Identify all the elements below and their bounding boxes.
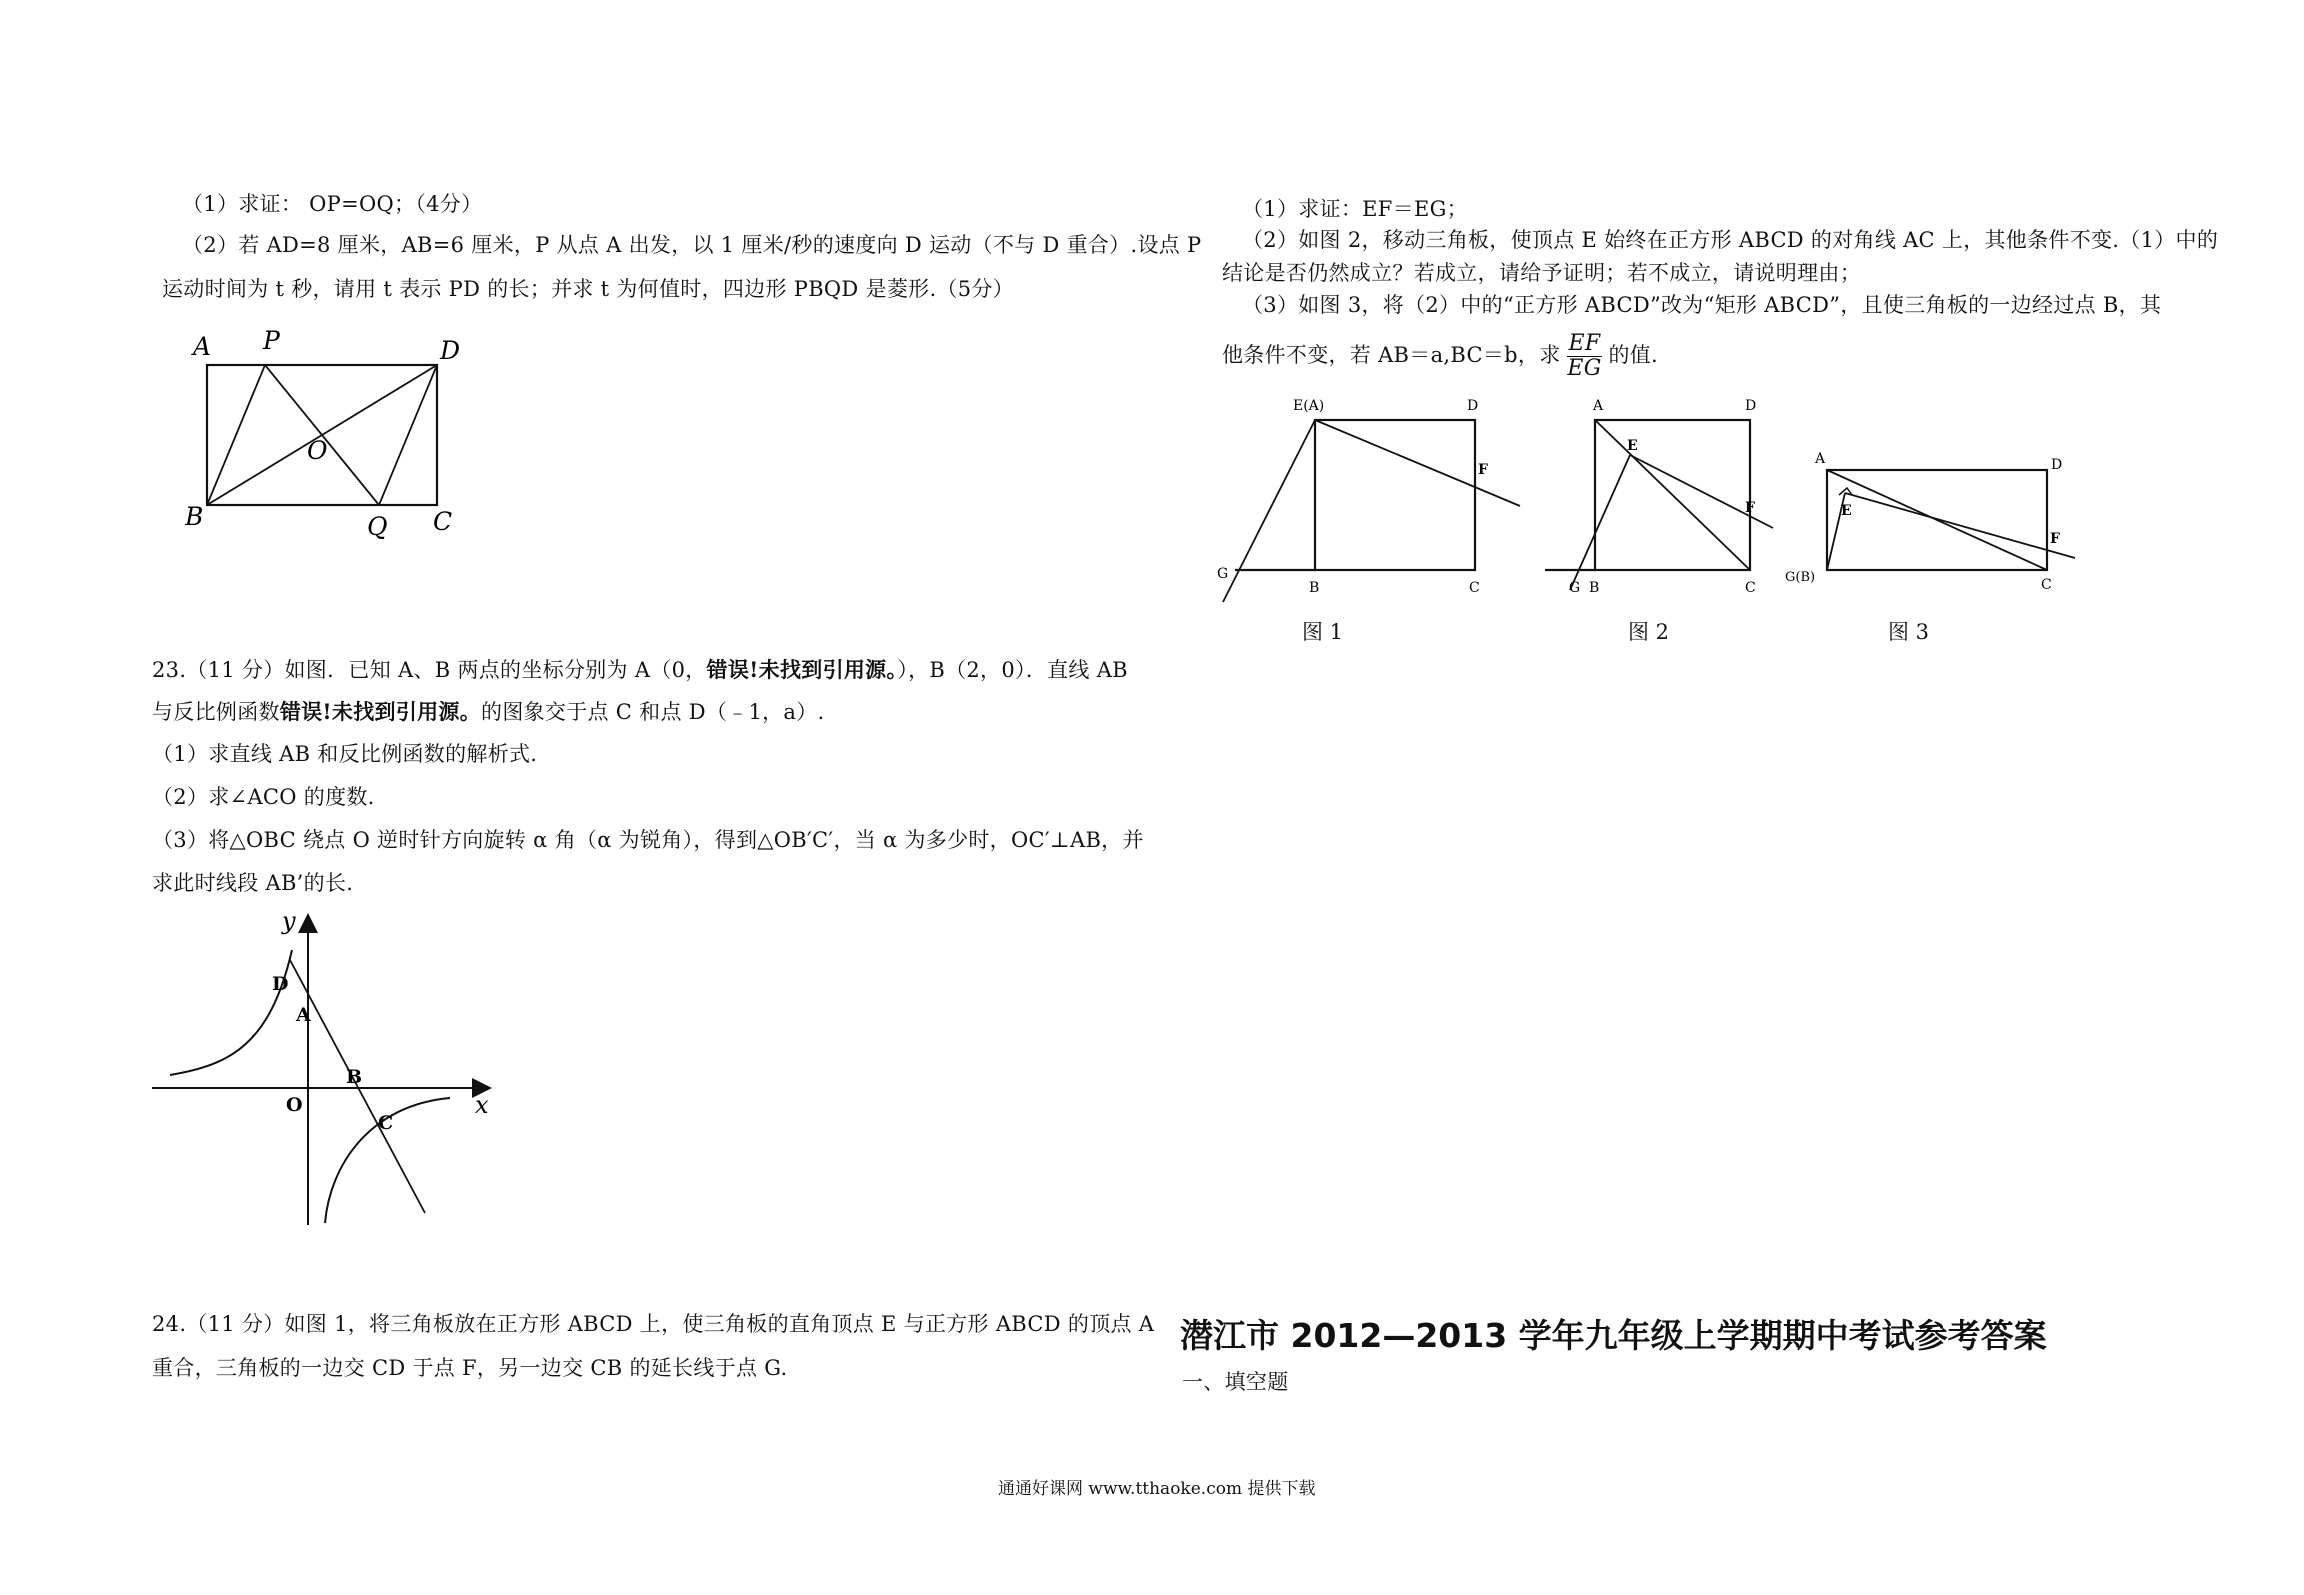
fig23-label-a: A [296,1004,311,1026]
q24-line2: 重合，三角板的一边交 CD 于点 F，另一边交 CB 的延长线于点 G. [152,1356,788,1380]
figure-q23 [150,905,500,1235]
q23-line2-error: 错误!未找到引用源。 [279,699,482,724]
fig3-label-e: E [1841,503,1852,519]
fig2-label-d: D [1745,398,1757,414]
q24-part3-line2-b: 的值. [1608,343,1659,367]
fig1-label-g: G [1217,566,1229,582]
fig22-label-p: P [263,326,280,355]
fig22-label-o: O [307,436,328,465]
fig2-label-e: E [1627,438,1638,454]
q23-line2 [152,698,825,726]
fraction-ef-eg [1567,332,1603,381]
q23-line1-b: ），B（2，0）．直线 AB [897,658,1128,682]
section-fill-in-blank: 一、填空题 [1182,1370,1289,1394]
fig2-label-f: F [1745,500,1755,516]
fig22-label-a: A [193,332,212,361]
figure-1 [1215,390,1535,615]
fraction-numerator: EF [1568,331,1601,356]
fig23-label-o: O [286,1094,303,1116]
fig23-label-d: D [272,973,289,995]
fig1-label-b: B [1309,580,1320,596]
fig2-label-g: G [1569,580,1581,596]
fig23-label-x: x [475,1091,489,1119]
figure-q22 [185,325,475,550]
q24-part3-line1: （3）如图 3，将（2）中的“正方形 ABCD”改为“矩形 ABCD”，且使三角板的一边经过点 B，其 [1242,293,2162,317]
fig1-label-ea: E(A) [1293,398,1325,414]
q23-part2: （2）求∠ACO 的度数. [152,785,375,809]
fig22-label-b: B [185,502,204,531]
q23-line1-a: 23.（11 分）如图．已知 A、B 两点的坐标分别为 A（0， [152,658,707,682]
q23-line2-b: 的图象交于点 C 和点 D（﹣1，a）. [481,700,825,724]
fig2-label-b: B [1589,580,1600,596]
q23-part3-line1: （3）将△OBC 绕点 O 逆时针方向旋转 α 角（α 为锐角），得到△OB′C′，当 α 为多少时，OC′⊥AB，并 [152,828,1144,852]
fig22-label-d: D [440,336,461,365]
fig23-label-b: B [346,1066,363,1088]
answer-key-title: 潜江市 2012—2013 学年九年级上学期期中考试参考答案 [1180,1316,2047,1355]
q24-part2-line2: 结论是否仍然成立？若成立，请给予证明；若不成立，请说明理由； [1222,261,1861,285]
q22-part2-line2: 运动时间为 t 秒，请用 t 表示 PD 的长；并求 t 为何值时，四边形 PBQD 是菱形.（5分） [162,277,1014,301]
fig23-label-y: y [282,907,296,935]
q24-part3-line2 [1222,327,1658,383]
q23-line2-a: 与反比例函数 [152,700,280,724]
q23-part1: （1）求直线 AB 和反比例函数的解析式. [152,742,538,766]
q24-part2-line1: （2）如图 2，移动三角板，使顶点 E 始终在正方形 ABCD 的对角线 AC 上，其他条件不变.（1）中的 [1242,228,2219,252]
q22-part1: （1）求证： OP=OQ；（4分） [182,192,483,216]
fig22-label-c: C [433,507,453,536]
fig1-label-d: D [1467,398,1479,414]
fig3-label-a: A [1815,451,1826,467]
fig3-label-f: F [2050,531,2060,547]
footer-source: 通通好课网 www.tthaoke.com 提供下载 [998,1479,1316,1499]
caption-fig3: 图 3 [1888,620,1930,644]
q24-line1: 24.（11 分）如图 1，将三角板放在正方形 ABCD 上，使三角板的直角顶点 E 与正方形 ABCD 的顶点 A [152,1312,1155,1336]
q23-part3-line2: 求此时线段 AB’的长. [152,871,354,895]
q24-part3-line2-a: 他条件不变，若 AB＝a,BC＝b，求 [1222,343,1561,367]
fig2-label-c: C [1745,580,1756,596]
q23-line1 [152,656,1128,684]
fraction-denominator: EG [1567,356,1602,381]
q23-line1-error: 错误!未找到引用源。 [706,657,898,682]
figure-2 [1545,390,1805,615]
caption-fig2: 图 2 [1628,620,1670,644]
fig3-label-gb: G(B) [1785,570,1816,585]
fig22-label-q: Q [367,512,388,541]
q24-part1: （1）求证：EF＝EG； [1242,197,1468,221]
fig1-label-f: F [1478,462,1488,478]
fig3-label-d: D [2051,457,2063,473]
fig2-label-a: A [1593,398,1604,414]
q22-part2-line1: （2）若 AD=8 厘米，AB=6 厘米，P 从点 A 出发，以 1 厘米/秒的速度向 D 运动（不与 D 重合）.设点 P [182,233,1202,257]
fig23-label-c: C [378,1112,394,1134]
figure-3 [1785,445,2095,610]
fig1-label-c: C [1469,580,1480,596]
fig3-label-c: C [2041,577,2052,593]
caption-fig1: 图 1 [1302,620,1344,644]
